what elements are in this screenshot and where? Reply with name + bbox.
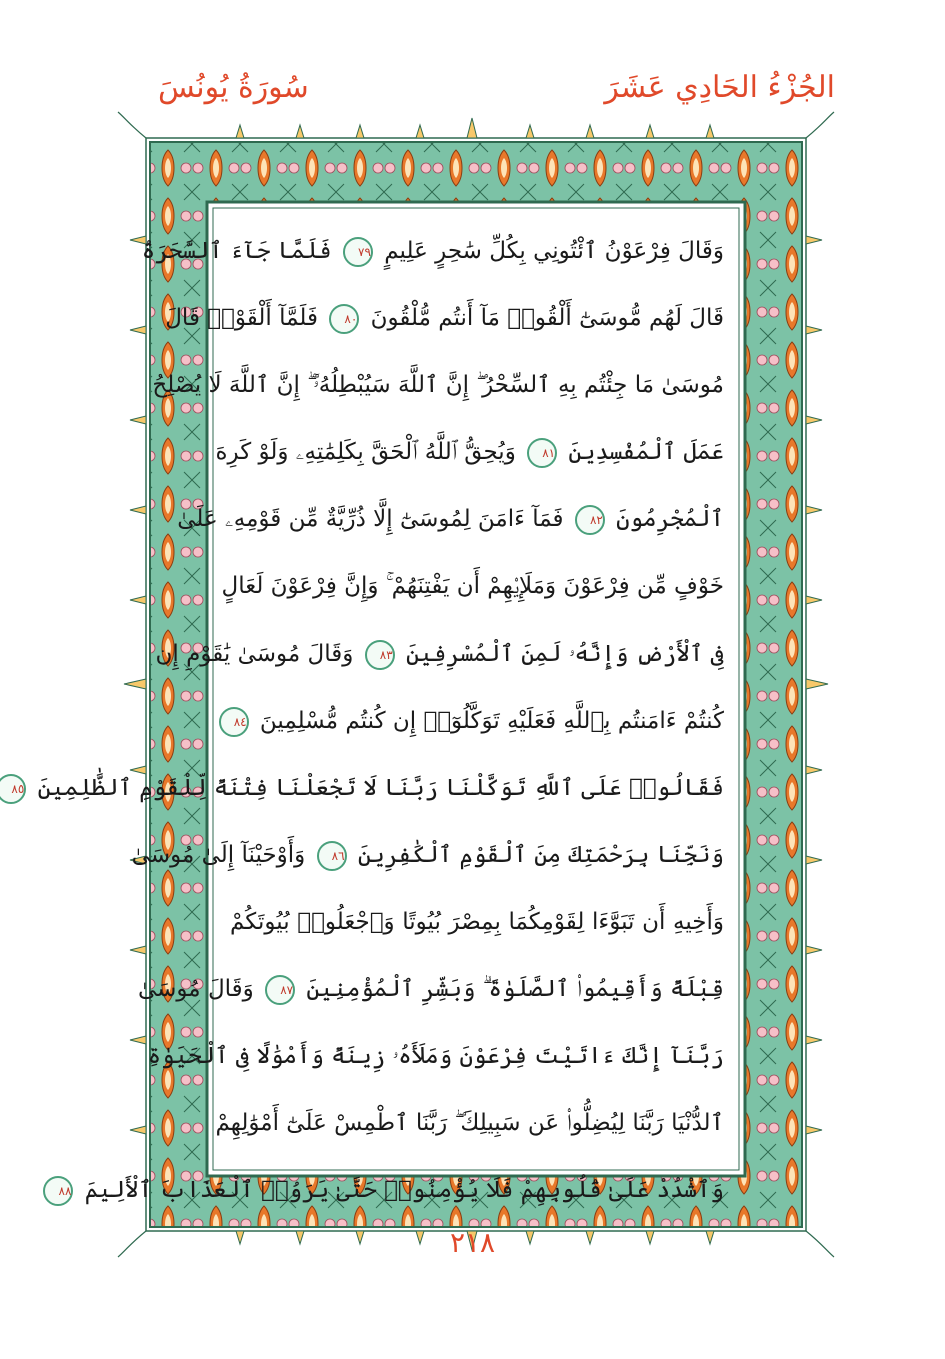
text-line: خَوْفٍ مِّن فِرْعَوْنَ وَمَلَإِي۟هِمْ أَن يَفْتِنَهُمْ ۚ وَإِنَّ فِرْعَوْنَ لَعَالٍ [221,573,724,600]
text-line: قَالَ لَهُم مُّوسَىٰٓ أَلْقُوا۟ مَآ أَنتُم مُّلْقُونَ ٨٠ فَلَمَّآ أَلْقَوْا۟ قَالَ [230,285,724,352]
verse-number-marker: ٨٢ [575,505,605,535]
text-line: وَٱشْدُدْ عَلَىٰ قُلُوبِهِمْ فَلَا يُؤْمِنُوا۟ حَتَّىٰ يَرَوُا۟ ٱلْعَذَابَ ٱلْأَلِيمَ ٨٨ [230,1157,724,1224]
verse-number-marker: ٧٩ [343,237,373,267]
verse-number-marker: ٨١ [527,438,557,468]
text-line: وَأَخِيهِ أَن تَبَوَّءَا لِقَوْمِكُمَا بِمِصْرَ بُيُوتًا وَٱجْعَلُوا۟ بُيُوتَكُمْ [230,908,724,935]
surah-title: سُورَةُ يُونُسَ [158,70,309,105]
page-number: ٢١٨ [449,1226,496,1259]
text-line: عَمَلَ ٱلْمُفْسِدِينَ ٨١ وَيُحِقُّ ٱللَّهُ ٱلْحَقَّ بِكَلِمَٰتِهِۦ وَلَوْ كَرِهَ [230,419,724,486]
text-line: رَبَّنَآ إِنَّكَ ءَاتَيْتَ فِرْعَوْنَ وَمَلَأَهُۥ زِينَةً وَأَمْوَٰلًا فِى ٱلْحَيَوٰةِ [147,1043,724,1070]
text-line: قِبْلَةً وَأَقِيمُوا۟ ٱلصَّلَوٰةَ ۗ وَبَشِّرِ ٱلْمُؤْمِنِينَ ٨٧ وَقَالَ مُوسَىٰ [230,956,724,1023]
verse-number-marker: ٨٦ [317,841,347,871]
text-line: فِى ٱلْأَرْضِ وَإِنَّهُۥ لَمِنَ ٱلْمُسْرِفِينَ ٨٣ وَقَالَ مُوسَىٰ يَٰقَوْمِ إِن [230,621,724,688]
verse-number-marker: ٨٨ [43,1176,73,1206]
text-line: ٱلْمُجْرِمُونَ ٨٢ فَمَآ ءَامَنَ لِمُوسَىٰٓ إِلَّا ذُرِّيَّةٌ مِّن قَوْمِهِۦ عَلَىٰ [230,486,724,553]
text-line: ٱلدُّنْيَا رَبَّنَا لِيُضِلُّوا۟ عَن سَبِيلِكَ ۖ رَبَّنَا ٱطْمِسْ عَلَىٰٓ أَمْوَٰلِهِمْ [215,1110,724,1137]
verse-number-marker: ٨٣ [365,640,395,670]
juz-title: الجُزْءُ الحَادِي عَشَرَ [604,70,835,105]
verse-number-marker: ٨٠ [329,304,359,334]
verse-number-marker: ٨٧ [265,975,295,1005]
verse-number-marker: ٨٥ [0,774,26,804]
text-line: مُوسَىٰ مَا جِئْتُم بِهِ ٱلسِّحْرُ ۖ إِنَّ ٱللَّهَ سَيُبْطِلُهُۥٓ ۖ إِنَّ ٱللَّهَ لَا يُصْلِحُ [152,372,724,399]
quran-text-block [11,218,724,1204]
text-line: كُنتُمْ ءَامَنتُم بِٱللَّهِ فَعَلَيْهِ تَوَكَّلُوٓا۟ إِن كُنتُم مُّسْلِمِينَ ٨٤ [230,688,724,755]
text-line: فَقَالُوا۟ عَلَى ٱللَّهِ تَوَكَّلْنَا رَبَّنَا لَا تَجْعَلْنَا فِتْنَةً لِّلْقَوْمِ ٱلظَّٰلِمِينَ ٨٥ [230,755,724,822]
text-line: وَنَجِّنَا بِرَحْمَتِكَ مِنَ ٱلْقَوْمِ ٱلْكَٰفِرِينَ ٨٦ وَأَوْحَيْنَآ إِلَىٰ مُوسَىٰ [230,822,724,889]
text-line: وَقَالَ فِرْعَوْنُ ٱئْتُونِي بِكُلِّ سَٰحِرٍ عَلِيمٍ ٧٩ فَلَمَّا جَآءَ ٱلسَّحَرَةُ [230,218,724,285]
verse-number-marker: ٨٤ [219,707,249,737]
